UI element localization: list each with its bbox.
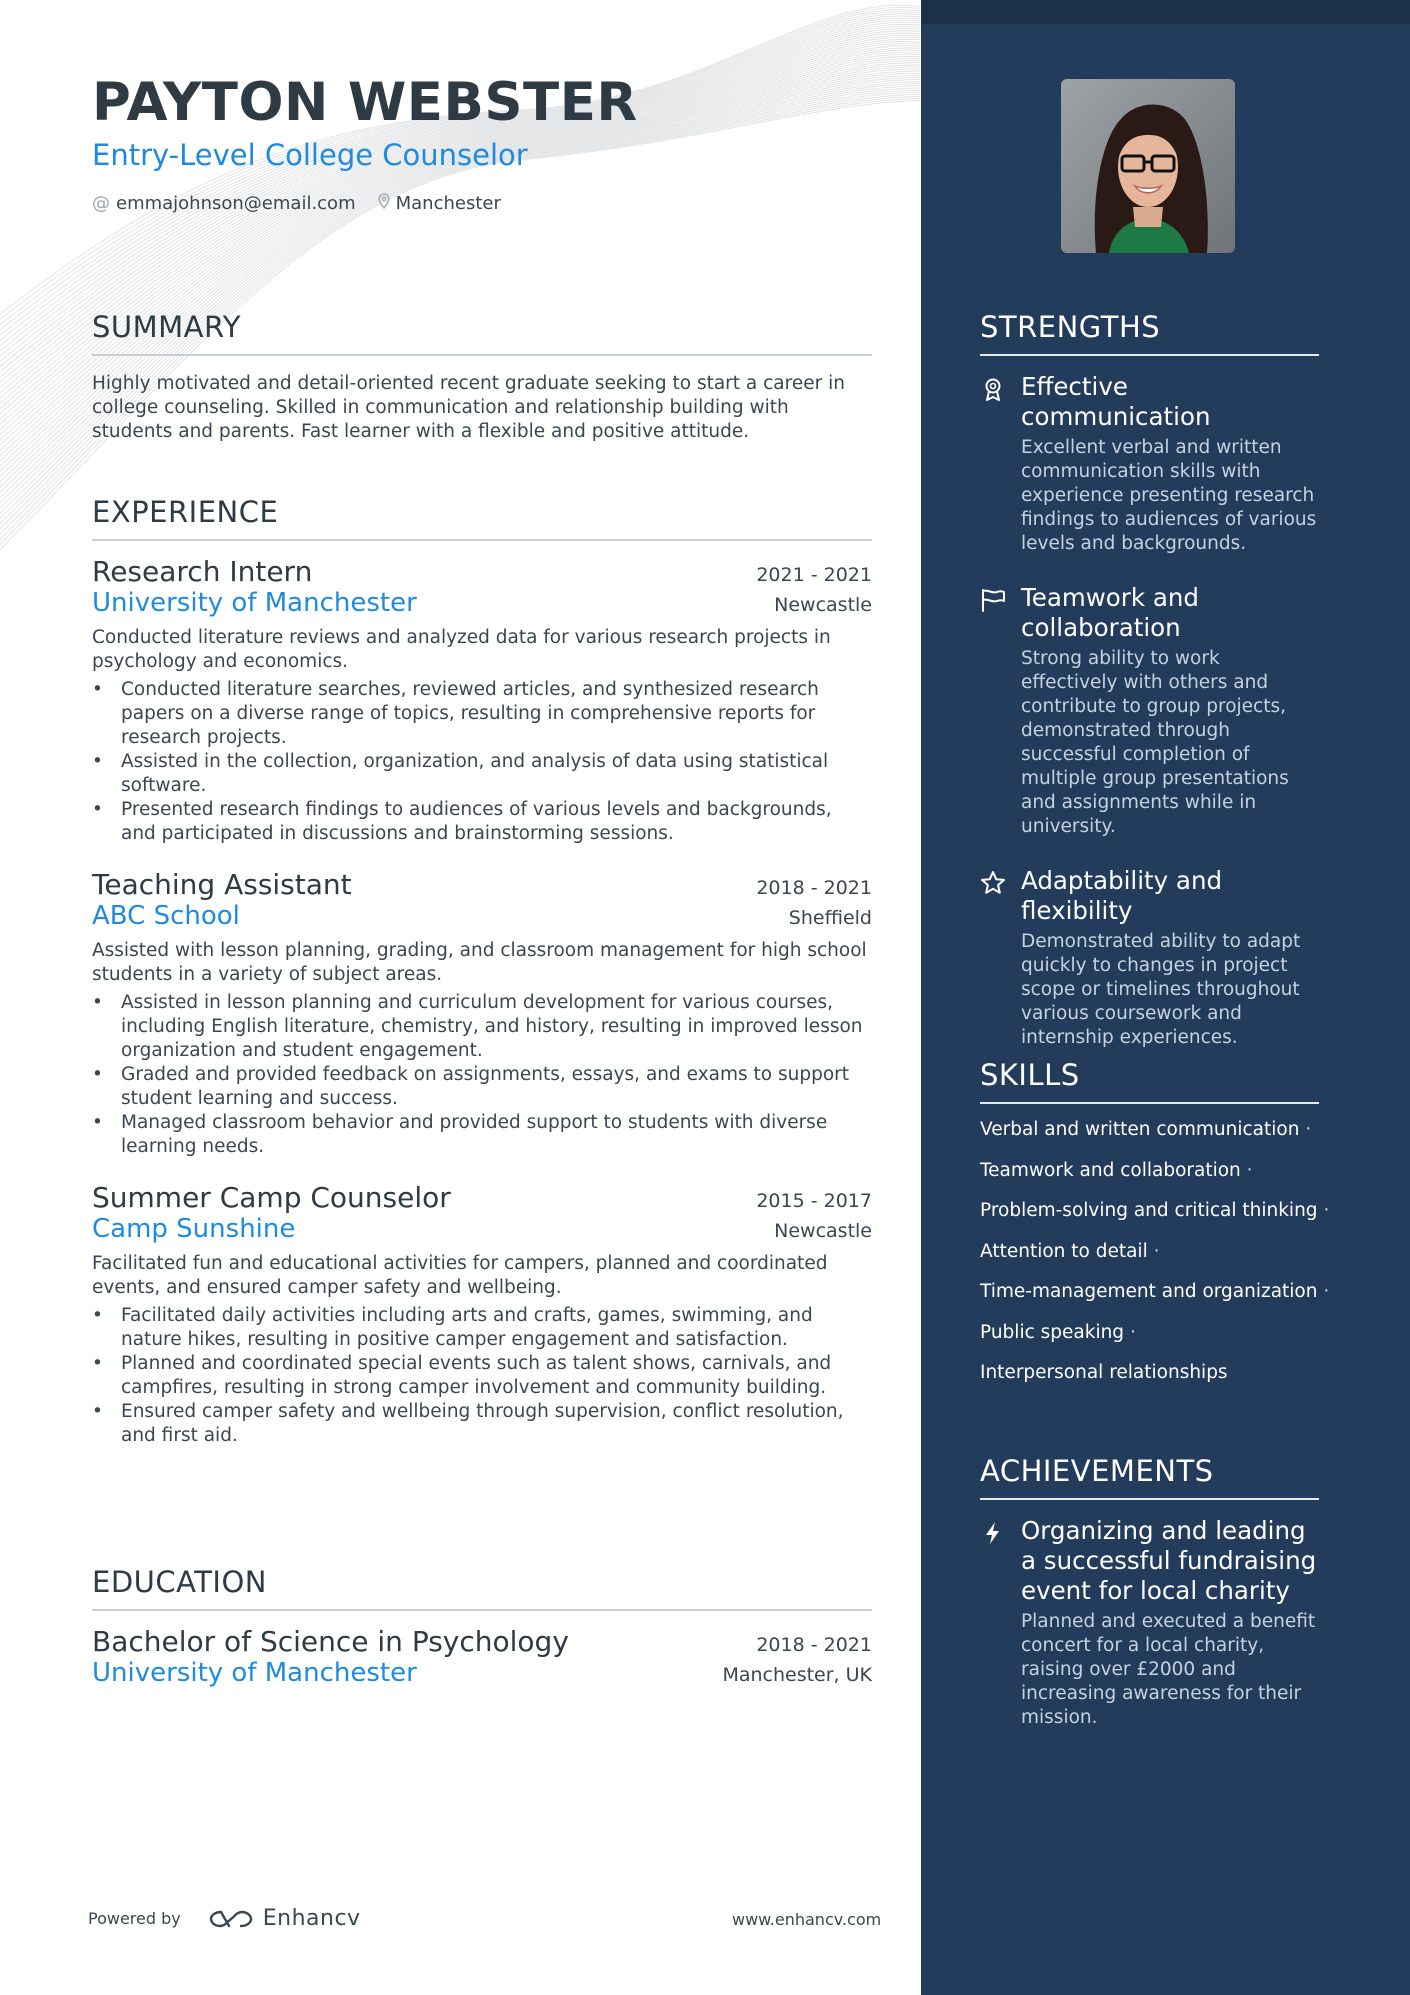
enhancv-logo-icon xyxy=(207,1907,255,1931)
enhancv-logo[interactable] xyxy=(207,1906,361,1931)
job-organization: University of Manchester xyxy=(92,588,417,618)
job-entry xyxy=(92,1181,872,1448)
strength-title: Effective communication xyxy=(1021,372,1211,431)
job-entry xyxy=(92,555,872,846)
skill-item: Interpersonal relationships xyxy=(980,1362,1228,1383)
job-location: Newcastle xyxy=(774,1220,872,1242)
job-bullets xyxy=(92,991,872,1159)
profile-photo xyxy=(1061,79,1235,253)
job-title: Research Intern xyxy=(92,555,313,588)
powered-by-label: Powered by xyxy=(88,1909,181,1928)
school-name: University of Manchester xyxy=(92,1658,417,1688)
job-bullet: • Managed classroom behavior and provided support to students with diverse learning needs. xyxy=(92,1111,872,1159)
strength-description: Excellent verbal and written communication skills with experience presenting research findings to audiences of various levels and backgrounds. xyxy=(1021,437,1317,554)
brand-name: Enhancv xyxy=(262,1906,361,1931)
job-bullets xyxy=(92,678,872,846)
skills-section xyxy=(980,1058,1330,1402)
skill-item: Verbal and written communication · xyxy=(980,1119,1312,1140)
degree-title: Bachelor of Science in Psychology xyxy=(92,1625,569,1658)
wave-line xyxy=(0,12,920,346)
job-bullet: • Assisted in lesson planning and curriculum development for various courses, including English literature, chemistry, and history, resulting in improved lesson organization and student engagement. xyxy=(92,991,872,1063)
wave-line xyxy=(0,9,920,340)
job-title: Summer Camp Counselor xyxy=(92,1181,451,1214)
job-bullet: • Ensured camper safety and wellbeing through supervision, conflict resolution, and first aid. xyxy=(92,1400,872,1448)
job-bullet: • Graded and provided feedback on assignments, essays, and exams to support student learning and success. xyxy=(92,1063,872,1111)
education-section xyxy=(92,1565,872,1688)
experience-title: EXPERIENCE xyxy=(92,495,872,541)
summary-text: Highly motivated and detail-oriented recent graduate seeking to start a career in college counseling. Skilled in communication and relationship building with students and parents. Fast learner with a flexible and positive attitude. xyxy=(92,373,845,442)
school-location: Manchester, UK xyxy=(722,1664,872,1686)
job-bullet: • Assisted in the collection, organization, and analysis of data using statistical software. xyxy=(92,750,872,798)
footer-website[interactable]: www.enhancv.com xyxy=(732,1910,882,1929)
achievements-section xyxy=(980,1454,1319,1730)
strength-title: Adaptability and flexibility xyxy=(1021,866,1223,925)
strength-item xyxy=(980,583,1319,839)
lightning-icon xyxy=(980,1520,1006,1546)
job-bullet: • Planned and coordinated special events such as talent shows, carnivals, and campfires, resulting in strong camper involvement and community building. xyxy=(92,1352,872,1400)
job-description: Conducted literature reviews and analyzed data for various research projects in psychology and economics. xyxy=(92,627,831,672)
skill-item: Problem-solving and critical thinking · xyxy=(980,1200,1330,1221)
strength-description: Demonstrated ability to adapt quickly to changes in project scope or timelines throughout various coursework and internship experiences. xyxy=(1021,931,1301,1048)
candidate-role: Entry-Level College Counselor xyxy=(92,138,528,172)
job-dates: 2018 - 2021 xyxy=(756,877,872,899)
job-organization: Camp Sunshine xyxy=(92,1214,296,1244)
award-icon xyxy=(980,376,1006,402)
education-entry xyxy=(92,1625,872,1688)
experience-section xyxy=(92,495,872,1448)
email-icon: @ xyxy=(92,193,110,214)
wave-line xyxy=(0,16,920,357)
flag-icon xyxy=(980,587,1006,613)
summary-section xyxy=(92,310,872,444)
sidebar-top-band xyxy=(921,0,1410,24)
education-title: EDUCATION xyxy=(92,1565,872,1611)
job-entry xyxy=(92,868,872,1159)
skills-list xyxy=(980,1118,1330,1402)
contact-location: Manchester xyxy=(395,193,501,214)
job-bullet: • Facilitated daily activities including arts and crafts, games, swimming, and nature hikes, resulting in positive camper engagement and satisfaction. xyxy=(92,1304,872,1352)
footer-powered-by xyxy=(88,1906,361,1931)
achievement-title: Organizing and leading a successful fundraising event for local charity xyxy=(1021,1516,1317,1605)
strength-description: Strong ability to work effectively with others and contribute to group projects, demonstrated through successful completion of multiple group presentations and assignments while in university. xyxy=(1021,648,1289,837)
job-dates: 2021 - 2021 xyxy=(756,564,872,586)
skill-item: Public speaking · xyxy=(980,1321,1136,1343)
job-bullet: • Presented research findings to audiences of various levels and backgrounds, and participated in discussions and brainstorming sessions. xyxy=(92,798,872,846)
job-description: Facilitated fun and educational activities for campers, planned and coordinated events, and ensured camper safety and wellbeing. xyxy=(92,1253,828,1298)
job-bullets xyxy=(92,1304,872,1448)
job-location: Sheffield xyxy=(788,907,872,929)
strength-item xyxy=(980,372,1319,556)
strength-item xyxy=(980,866,1319,1050)
skill-item: Time-management and organization · xyxy=(980,1281,1330,1302)
strengths-section xyxy=(980,310,1319,1050)
strengths-title: STRENGTHS xyxy=(980,310,1319,356)
achievement-description: Planned and executed a benefit concert for a local charity, raising over £2000 and increasing awareness for their mission. xyxy=(1021,1611,1316,1728)
achievements-title: ACHIEVEMENTS xyxy=(980,1454,1319,1500)
star-icon xyxy=(980,870,1006,896)
contact-info xyxy=(92,193,501,214)
sidebar xyxy=(921,0,1410,1995)
skill-item: Attention to detail · xyxy=(980,1240,1160,1262)
job-title: Teaching Assistant xyxy=(92,868,352,901)
location-pin-icon xyxy=(378,193,390,214)
wave-line xyxy=(0,14,920,352)
job-bullet: • Conducted literature searches, reviewed articles, and synthesized research papers on a diverse range of topics, resulting in comprehensive reports for research projects. xyxy=(92,678,872,750)
contact-email[interactable]: emmajohnson@email.com xyxy=(116,193,356,214)
achievement-item xyxy=(980,1516,1319,1730)
skill-item: Teamwork and collaboration · xyxy=(980,1159,1253,1181)
summary-title: SUMMARY xyxy=(92,310,872,356)
strength-title: Teamwork and collaboration xyxy=(1021,583,1199,642)
job-description: Assisted with lesson planning, grading, and classroom management for high school students in a variety of subject areas. xyxy=(92,940,867,985)
skills-title: SKILLS xyxy=(980,1058,1319,1104)
job-dates: 2015 - 2017 xyxy=(756,1190,872,1212)
education-dates: 2018 - 2021 xyxy=(756,1634,872,1656)
job-location: Newcastle xyxy=(774,594,872,616)
job-organization: ABC School xyxy=(92,901,240,931)
candidate-name: PAYTON WEBSTER xyxy=(92,72,638,133)
